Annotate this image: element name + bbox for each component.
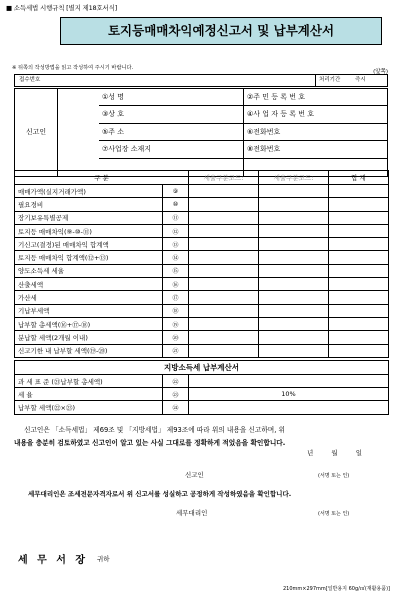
declaration-line: 신고인은 「소득세법」 제69조 및 「지방세법」 제93조에 따라 위의 내용을 신고하며, 위 bbox=[24, 426, 285, 434]
row-label: 납부할 세액(㉒×㉓) bbox=[15, 401, 163, 414]
applicant-row bbox=[99, 106, 387, 123]
row-label: 매매가액(실지거래가액) bbox=[15, 185, 163, 198]
row-label: 가산세 bbox=[15, 291, 163, 304]
value-cell[interactable] bbox=[259, 238, 329, 251]
value-cell[interactable] bbox=[259, 224, 329, 237]
local-tax-row bbox=[15, 374, 389, 387]
value-cell[interactable] bbox=[189, 198, 259, 211]
local-tax-row bbox=[15, 401, 389, 414]
table-row bbox=[15, 278, 389, 291]
total-cell[interactable] bbox=[329, 317, 389, 330]
row-number: ⑱ bbox=[163, 304, 189, 317]
paper-size-footer: 210mm×297mm[일반용지 60g/㎡(재활용품)] bbox=[282, 586, 390, 592]
table-row bbox=[15, 211, 389, 224]
total-cell[interactable] bbox=[329, 251, 389, 264]
value-cell[interactable] bbox=[189, 344, 259, 357]
table-header-row bbox=[15, 171, 389, 185]
total-cell[interactable] bbox=[329, 198, 389, 211]
total-cell[interactable] bbox=[329, 211, 389, 224]
total-cell[interactable] bbox=[329, 344, 389, 357]
business-location-field[interactable]: ⑦사업장 소재지 bbox=[102, 145, 152, 154]
value-cell[interactable] bbox=[189, 211, 259, 224]
applicant-seal[interactable]: (서명 또는 인) bbox=[318, 473, 350, 479]
table-row bbox=[15, 185, 389, 198]
row-number: ㉔ bbox=[163, 401, 189, 414]
business-phone-field[interactable]: ⑧전화번호 bbox=[243, 141, 387, 157]
applicant-label: 신고인 bbox=[15, 89, 58, 176]
table-row bbox=[15, 304, 389, 317]
row-number: ⑲ bbox=[163, 317, 189, 330]
table-row bbox=[15, 264, 389, 277]
row-label: 신고기한 내 납부할 세액(⑲-⑳) bbox=[15, 344, 163, 357]
value-cell[interactable] bbox=[259, 251, 329, 264]
row-label: 필요경비 bbox=[15, 198, 163, 211]
phone-field[interactable]: ⑥전화번호 bbox=[243, 124, 387, 140]
value-cell[interactable] bbox=[189, 264, 259, 277]
total-cell[interactable] bbox=[329, 224, 389, 237]
row-label: 산출세액 bbox=[15, 278, 163, 291]
row-number: ㉒ bbox=[163, 374, 189, 387]
applicant-signature-label: 신고인 bbox=[185, 471, 204, 479]
row-number: ⑫ bbox=[163, 224, 189, 237]
processing-period-label: 처리기간 bbox=[315, 75, 340, 86]
agent-statement: 세무대리인은 조세전문자격자로서 위 신고서를 성실하고 공정하게 작성하였음을 확인합니다. bbox=[28, 490, 292, 498]
row-label: 분납할 세액(2개월 이내) bbox=[15, 331, 163, 344]
value-cell[interactable] bbox=[259, 198, 329, 211]
name-field[interactable]: ①성 명 bbox=[102, 93, 125, 101]
column-header: 세율구분코드: bbox=[259, 171, 329, 185]
value-cell[interactable] bbox=[189, 224, 259, 237]
row-number: ⑰ bbox=[163, 291, 189, 304]
local-tax-header: 지방소득세 납부계산서 bbox=[15, 360, 389, 374]
address-field[interactable]: ⑤주 소 bbox=[102, 127, 125, 136]
resident-number-field[interactable]: ②주 민 등 록 번 호 bbox=[243, 89, 387, 105]
row-label: 장기보유특별공제 bbox=[15, 211, 163, 224]
total-cell[interactable] bbox=[329, 278, 389, 291]
row-label: 기신고(결정)된 매매차익 합계액 bbox=[15, 238, 163, 251]
total-cell[interactable] bbox=[329, 264, 389, 277]
declaration-line: 내용을 충분히 검토하였고 신고인이 알고 있는 사실 그대로를 정확하게 적었음을 확인합니다. bbox=[14, 439, 286, 447]
total-cell[interactable] bbox=[329, 331, 389, 344]
value-cell[interactable] bbox=[259, 264, 329, 277]
agent-seal[interactable]: (서명 또는 인) bbox=[318, 511, 350, 517]
column-header: 구 분 bbox=[15, 171, 189, 185]
row-number: ⑪ bbox=[163, 211, 189, 224]
row-number: ㉓ bbox=[163, 388, 189, 401]
date-field[interactable]: 년 월 일 bbox=[307, 449, 370, 457]
value-cell[interactable] bbox=[259, 291, 329, 304]
value-cell[interactable] bbox=[189, 317, 259, 330]
table-row bbox=[15, 317, 389, 330]
row-number: ⑨ bbox=[163, 185, 189, 198]
total-cell[interactable] bbox=[329, 185, 389, 198]
row-number: ⑬ bbox=[163, 238, 189, 251]
table-row bbox=[15, 238, 389, 251]
total-cell[interactable] bbox=[329, 304, 389, 317]
calculation-table bbox=[14, 170, 388, 415]
table-row bbox=[15, 251, 389, 264]
table-row bbox=[15, 331, 389, 344]
row-label: 기납부세액 bbox=[15, 304, 163, 317]
form-header: ■ 소득세법 시행규칙 [별지 제18호서식] bbox=[6, 4, 118, 12]
value-cell[interactable] bbox=[259, 211, 329, 224]
receipt-row bbox=[14, 74, 388, 87]
value-cell[interactable] bbox=[259, 344, 329, 357]
applicant-row bbox=[99, 124, 387, 141]
tax-office-name: 세 무 서 장 bbox=[18, 555, 89, 566]
addressee-suffix: 귀하 bbox=[97, 555, 110, 563]
value-cell[interactable] bbox=[189, 238, 259, 251]
column-header: 세율구분코드: bbox=[189, 171, 259, 185]
table-row bbox=[15, 291, 389, 304]
total-cell[interactable] bbox=[329, 238, 389, 251]
row-label: 양도소득세 세율 bbox=[15, 264, 163, 277]
value-cell[interactable] bbox=[189, 331, 259, 344]
table-row bbox=[15, 224, 389, 237]
trade-name-field[interactable]: ③상 호 bbox=[102, 110, 125, 119]
local-tax-row bbox=[15, 388, 389, 401]
applicant-row bbox=[99, 89, 387, 106]
value-cell[interactable] bbox=[259, 278, 329, 291]
row-label: 토지등 매매차익 합계액(⑫+⑬) bbox=[15, 251, 163, 264]
value-cell[interactable] bbox=[259, 317, 329, 330]
form-title: 토지등매매차익예정신고서 및 납부계산서 bbox=[60, 17, 382, 45]
local-value-cell[interactable]: 10% bbox=[189, 388, 389, 401]
value-cell[interactable] bbox=[189, 251, 259, 264]
total-cell[interactable] bbox=[329, 291, 389, 304]
declaration bbox=[14, 424, 388, 450]
row-number: ⑯ bbox=[163, 278, 189, 291]
local-value-cell[interactable] bbox=[189, 401, 389, 414]
row-label: 납부할 총세액(⑯+⑰-⑱) bbox=[15, 317, 163, 330]
value-cell[interactable] bbox=[259, 331, 329, 344]
processing-period-value: 즉시 bbox=[355, 77, 366, 83]
instruction-note: ※ 뒤쪽의 작성방법을 읽고 작성하여 주시기 바랍니다. bbox=[12, 65, 134, 71]
row-label: 토지등 매매차익(⑨-⑩-⑪) bbox=[15, 224, 163, 237]
row-number: ㉑ bbox=[163, 344, 189, 357]
row-number: ⑮ bbox=[163, 264, 189, 277]
business-number-field[interactable]: ④사 업 자 등 록 번 호 bbox=[243, 106, 387, 122]
column-header: 합 계 bbox=[329, 171, 389, 185]
table-row bbox=[15, 198, 389, 211]
receipt-number-label: 접수번호 bbox=[19, 77, 41, 83]
row-number: ⑩ bbox=[163, 198, 189, 211]
applicant-row bbox=[99, 141, 387, 158]
local-value-cell[interactable] bbox=[189, 374, 389, 387]
row-label: 세 율 bbox=[15, 388, 163, 401]
page-side-mark: (앞쪽) bbox=[373, 69, 388, 75]
row-label: 과 세 표 준 (㉑납부할 총세액) bbox=[15, 374, 163, 387]
table-row bbox=[15, 344, 389, 357]
value-cell[interactable] bbox=[189, 291, 259, 304]
value-cell[interactable] bbox=[189, 278, 259, 291]
value-cell[interactable] bbox=[259, 304, 329, 317]
row-number: ⑭ bbox=[163, 251, 189, 264]
value-cell[interactable] bbox=[189, 185, 259, 198]
applicant-section bbox=[14, 88, 388, 177]
agent-signature-label: 세무대리인 bbox=[176, 509, 208, 517]
row-number: ⑳ bbox=[163, 331, 189, 344]
value-cell[interactable] bbox=[189, 304, 259, 317]
value-cell[interactable] bbox=[259, 185, 329, 198]
